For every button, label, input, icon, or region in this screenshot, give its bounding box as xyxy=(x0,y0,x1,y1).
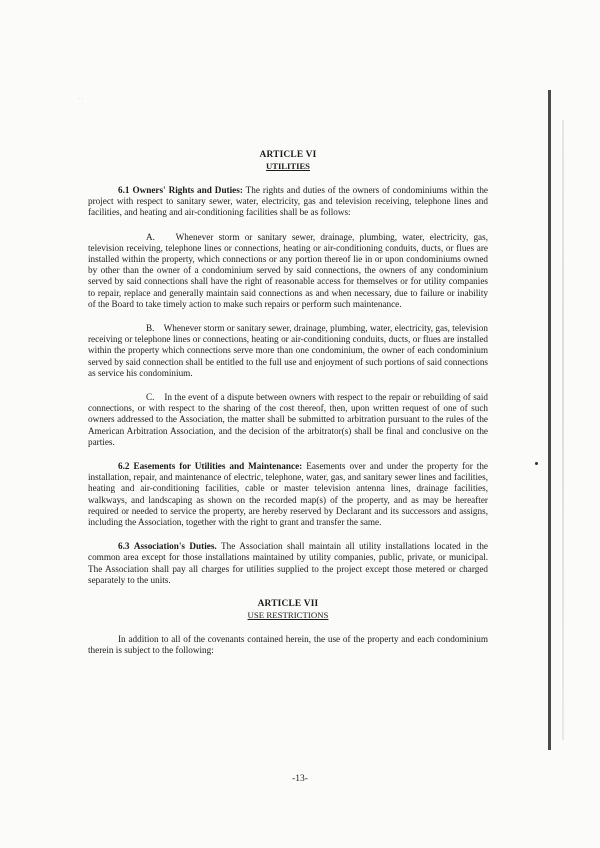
scan-speck xyxy=(535,462,538,465)
section-6-1-number: 6.1 xyxy=(118,185,130,195)
section-6-3 xyxy=(88,541,488,586)
section-6-1-text: The rights and duties of the owners of condominiums within the project with respect to sanitary sewer, water, electricity, gas and television receiving, telephone lines and facilities, and heating and air-conditioning facilities shall be as follows: xyxy=(88,185,488,218)
scan-specks: · · xyxy=(78,96,84,102)
article-7-subtitle: USE RESTRICTIONS xyxy=(247,610,329,621)
paragraph-b-text: Whenever storm or sanitary sewer, drainage, plumbing, water, electricity, gas, television receiving or telephone lines or connections, heating or air-conditioning conduits, ducts, or flues are installed within the property which connections serve more than one condominium, the owner of each condominium served by said connection shall be entitled to the full use and enjoyment of such portions of said connections as service his condominium. xyxy=(88,323,488,378)
article-6-subtitle: UTILITIES xyxy=(266,161,310,171)
article-6-title: ARTICLE VI xyxy=(259,150,317,160)
section-6-3-text: The Association shall maintain all utility installations located in the common area except for those installations maintained by utility companies, public, private, or municipal. The Association shall pay all charges for utilities supplied to the project except those metered or charged separately to the units. xyxy=(88,541,489,585)
document-body xyxy=(88,150,488,670)
paragraph-c xyxy=(88,392,488,448)
scan-edge-shadow xyxy=(562,120,564,740)
section-6-1-heading: Owners' Rights and Duties: xyxy=(132,185,243,195)
scan-binding-edge xyxy=(548,90,551,750)
article-7-intro: In addition to all of the covenants contained herein, the use of the property and each condominium therein is subject to the following: xyxy=(88,634,488,656)
section-6-2-number: 6.2 xyxy=(118,461,130,472)
paragraph-a-label: A. xyxy=(146,231,155,242)
page-number: -13- xyxy=(292,774,308,784)
section-6-1 xyxy=(88,185,488,219)
section-6-2-heading: Easements for Utilities and Maintenance: xyxy=(133,461,303,472)
section-6-2 xyxy=(88,461,488,528)
section-6-2-text: Easements over and under the property for the installation, repair, and maintenance of electric, telephone, water, gas, and sanitary sewer lines and facilities, heating and air-conditioning facilities, cable or master television antenna lines, drainage facilities, walkways, and landscaping as shown on the recorded map(s) of the property, and as may be hereafter required or needed to service the property, are hereby reserved by Declarant and its successors and assigns, including the Association, together with the right to grant and transfer the same. xyxy=(88,461,489,528)
paragraph-b-label: B. xyxy=(146,323,155,334)
section-6-3-number: 6.3 xyxy=(118,541,130,552)
paragraph-c-label: C. xyxy=(146,392,155,403)
paragraph-a xyxy=(88,232,488,310)
paragraph-a-text: Whenever storm or sanitary sewer, drainage, plumbing, water, electricity, gas, television receiving, telephone lines or connections, heating or air-conditioning conduits, ducts, or flues are installed within the property, which connections or any portion thereof lie in or upon condominiums owned by other than the owner of a condominium served by said connections, the owners of any condominium served by said connections shall have the right of reasonable access for themselves or for utility companies to repair, replace and generally maintain said connections as and when necessary, due to failure or inability of the Board to take timely action to make such repairs or perform such maintenance. xyxy=(88,231,488,309)
section-6-3-heading: Association's Duties. xyxy=(133,541,217,552)
paragraph-b xyxy=(88,323,488,379)
paragraph-c-text: In the event of a dispute between owners with respect to the repair or rebuilding of said connections, or with respect to the sharing of the cost thereof, then, upon written request of one of such owners addressed to the Association, the matter shall be submitted to arbitration pursuant to the rules of the American Arbitration Association, and the decision of the arbitrator(s) shall be final and conclusive on the parties. xyxy=(88,392,488,447)
article-7-title: ARTICLE VII xyxy=(257,599,319,610)
